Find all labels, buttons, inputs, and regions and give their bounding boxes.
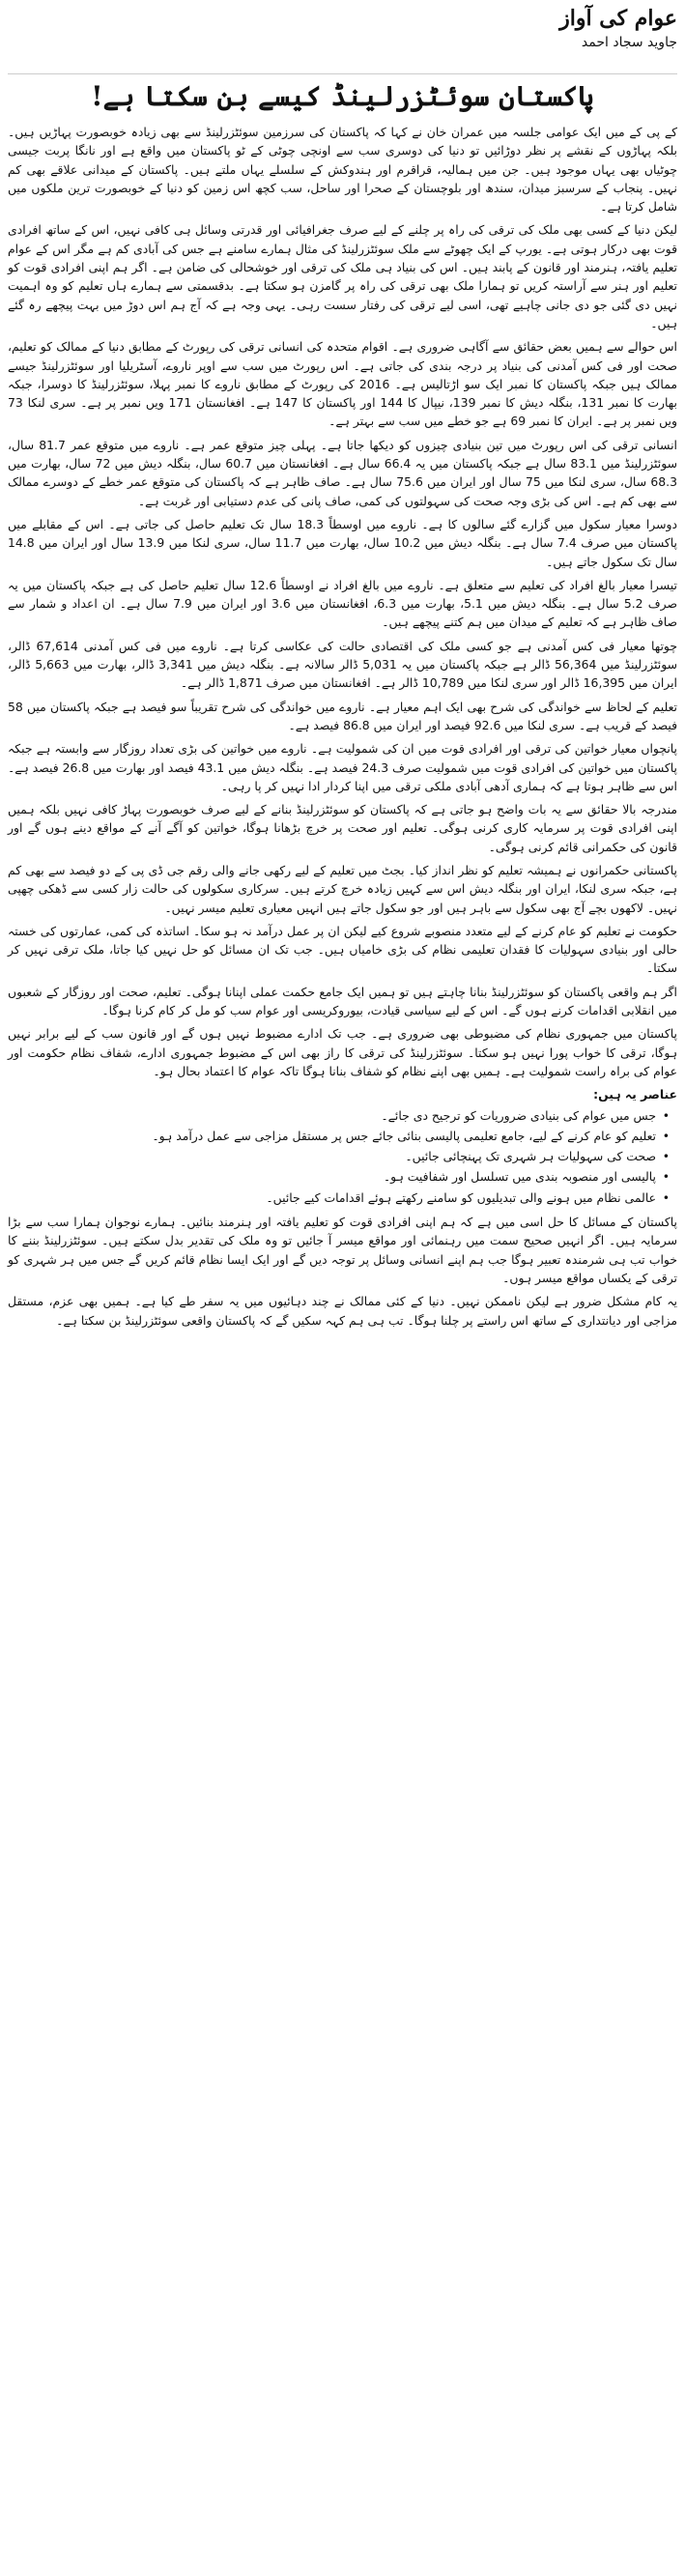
article-paragraph: تعلیم کے لحاظ سے خواندگی کی شرح بھی ایک اہم معیار ہے۔ ناروے میں خواندگی کی شرح تقریباً سو فیصد ہے جبکہ پاکستان میں 58 فیصد کے قریب ہے۔ سری لنکا میں 92.6 فیصد اور ایران میں 86.8 فیصد ہے۔ (8, 699, 677, 732)
article-headline: پاکستان سوئٹزرلینڈ کیسے بن سکتا ہے! (91, 80, 594, 112)
article-paragraph: اگر ہم واقعی پاکستان کو سوئٹزرلینڈ بنانا چاہتے ہیں تو ہمیں ایک جامع حکمت عملی اپنانا ہوگی۔ تعلیم، صحت اور روزگار کے شعبوں میں انقلابی اقدامات کرنے ہوں گے۔ اس کے لیے سیاسی قیادت، بیوروکریسی اور عوام سب کو مل کر کام کرنا ہوگا۔ (8, 984, 677, 1018)
closing-paragraph: یہ کام مشکل ضرور ہے لیکن ناممکن نہیں۔ دنیا کے کئی ممالک نے چند دہائیوں میں یہ سفر طے کیا ہے۔ ہمیں بھی عزم، مستقل مزاجی اور دیانتداری کے ساتھ اس راستے پر چلنا ہوگا۔ تب ہی ہم کہہ سکیں گے کہ پاکستان واقعی سوئٹزرلینڈ بن سکتا ہے۔ (8, 1294, 677, 1328)
article-body (8, 123, 677, 1330)
article-paragraph: حکومت نے تعلیم کو عام کرنے کے لیے متعدد منصوبے شروع کیے لیکن ان پر عمل درآمد نہ ہو سکا۔ اساتذہ کی کمی، عمارتوں کی خستہ حالی اور بنیادی سہولیات کا فقدان تعلیمی نظام کی بڑی خامیاں ہیں۔ جب تک ان مسائل کو حل نہیں کیا جاتا، ملک ترقی نہیں کر سکتا۔ (8, 923, 677, 976)
list-item: • جس میں عوام کی بنیادی ضروریات کو ترجیح دی جائے۔ (8, 1106, 656, 1125)
article-paragraph: پانچواں معیار خواتین کی ترقی اور افرادی قوت میں ان کی شمولیت ہے۔ ناروے میں خواتین کی بڑی تعداد روزگار سے وابستہ ہے جبکہ پاکستان میں خواتین کی افرادی قوت میں شمولیت صرف 24.3 فیصد ہے۔ بنگلہ دیش میں 43.1 فیصد اور بھارت میں 26.8 فیصد ہے۔ اس سے ظاہر ہوتا ہے کہ ہماری آدھی آبادی ملکی ترقی میں اپنا کردار ادا نہیں کر پا رہی۔ (8, 741, 677, 793)
article-paragraph: لیکن دنیا کے کسی بھی ملک کی ترقی کی راہ پر چلنے کے لیے صرف جغرافیائی اور قدرتی وسائل ہی کافی نہیں، اس کے ساتھ افرادی قوت بھی درکار ہوتی ہے۔ یورپ کے ایک چھوٹے سے ملک سوئٹزرلینڈ کی مثال ہمارے سامنے ہے جس کی آبادی کم ہے مگر اس کے عوام تعلیم یافتہ، ہنرمند اور قانون کے پابند ہیں۔ اس کی بنیاد ہی ملک کی ترقی اور خوشحالی کی ضامن ہے۔ اگر ہم اپنی افرادی قوت کو تعلیم اور ہنر سے آراستہ کریں تو ہمارا ملک بھی ترقی کی راہ پر گامزن ہو سکتا ہے۔ بدقسمتی سے ہمارے ہاں تعلیم کو وہ اہمیت نہیں دی گئی جو دی جانی چاہیے تھی، اسی لیے ترقی کی رفتار سست رہی۔ یہی وجہ ہے کہ آج ہم اس دوڑ میں بہت پیچھے رہ گئے ہیں۔ (8, 222, 677, 330)
article-paragraph: اس حوالے سے ہمیں بعض حقائق سے آگاہی ضروری ہے۔ اقوام متحدہ کی انسانی ترقی کی رپورٹ کے مطابق دنیا کے ممالک کو تعلیم، صحت اور فی کس آمدنی کی بنیاد پر درجہ بندی کی جاتی ہے۔ اس رپورٹ میں سب سے اوپر ناروے، آسٹریلیا اور سوئٹزرلینڈ جیسے ممالک ہیں جبکہ پاکستان کا نمبر ایک سو اڑتالیس ہے۔ 2016 کی رپورٹ کے مطابق ناروے کا نمبر پہلا، سوئٹزرلینڈ کا دوسرا، جبکہ بھارت کا نمبر 131، بنگلہ دیش کا نمبر 139، نیپال کا 144 اور پاکستان کا 147 ہے۔ افغانستان 171 ویں نمبر پر ہے۔ سری لنکا 73 ویں نمبر پر ہے۔ ایران کا نمبر 69 ہے جو خطے میں سب سے بہتر ہے۔ (8, 339, 677, 429)
article-paragraph: کے پی کے میں ایک عوامی جلسہ میں عمران خان نے کہا کہ پاکستان کی سرزمین سوئٹزرلینڈ سے بھی زیادہ خوبصورت پہاڑیں ہیں۔ بلکہ پہاڑوں کے نقشے پر نظر دوڑائیں تو دنیا کی دوسری سب سے اونچی چوٹی کے ٹو پاکستان میں واقع ہے اور نانگا پربت جیسی چوٹیاں بھی یہاں موجود ہیں۔ جن میں ہمالیہ، قراقرم اور ہندوکش کے سلسلے یہاں ملتے ہیں۔ پاکستان کے میدانی علاقے بھی کم نہیں۔ پنجاب کے سرسبز میدان، سندھ اور بلوچستان کے صحرا اور ساحل، سب کچھ اس زمین کو دنیا کے خوبصورت ترین ملکوں میں شامل کرتا ہے۔ (8, 125, 677, 215)
closing-paragraphs (8, 1213, 677, 1330)
list-intro: عناصر یہ ہیں: (593, 1087, 677, 1102)
masthead-right (559, 6, 677, 52)
article-paragraph: تیسرا معیار بالغ افراد کی تعلیم سے متعلق ہے۔ ناروے میں بالغ افراد نے اوسطاً 12.6 سال تعلیم حاصل کی ہے جبکہ پاکستان میں یہ صرف 5.2 سال ہے۔ بنگلہ دیش میں 5.1، بھارت میں 6.3، افغانستان میں 3.6 اور ایران میں 7.9 سال ہے۔ ان اعداد و شمار سے صاف ظاہر ہے کہ تعلیم کے میدان میں ہم کتنے پیچھے ہیں۔ (8, 577, 677, 630)
article-paragraph: پاکستانی حکمرانوں نے ہمیشہ تعلیم کو نظر انداز کیا۔ بجٹ میں تعلیم کے لیے رکھی جانے والی رقم جی ڈی پی کے دو فیصد سے بھی کم ہے، جبکہ سری لنکا، ایران اور بنگلہ دیش اس سے کہیں زیادہ خرچ کرتے ہیں۔ سرکاری سکولوں کی حالت زار کسی سے ڈھکی چھپی نہیں۔ لاکھوں بچے آج بھی سکول سے باہر ہیں اور جو سکول جاتے ہیں انہیں معیاری تعلیم میسر نہیں۔ (8, 862, 677, 915)
article-paragraph: انسانی ترقی کی اس رپورٹ میں تین بنیادی چیزوں کو دیکھا جاتا ہے۔ پہلی چیز متوقع عمر ہے۔ ناروے میں متوقع عمر 81.7 سال، سوئٹزرلینڈ میں 83.1 سال ہے جبکہ پاکستان میں یہ 66.4 سال ہے۔ افغانستان میں 60.7 سال، بنگلہ دیش میں 72 سال، بھارت میں 68.3 سال، سری لنکا میں 75 سال اور ایران میں 75.6 سال ہے۔ صاف ظاہر ہے کہ پاکستان کی متوقع عمر خطے کے دوسرے ممالک سے بھی کم ہے۔ اس کی بڑی وجہ صحت کی سہولتوں کی کمی، صاف پانی کی عدم دستیابی اور غربت ہے۔ (8, 437, 677, 508)
article-paragraphs (8, 123, 677, 1080)
article-paragraph: پاکستان میں جمہوری نظام کی مضبوطی بھی ضروری ہے۔ جب تک ادارے مضبوط نہیں ہوں گے اور قانون سب کے لیے برابر نہیں ہوگا، ترقی کا خواب پورا نہیں ہو سکتا۔ سوئٹزرلینڈ کی ترقی کا راز بھی اس کے مضبوط جمہوری ادارے، شفاف نظام حکومت اور عوام کی براہ راست شمولیت ہے۔ ہمیں بھی اپنے نظام کو شفاف بنانا ہوگا تاکہ عوام کا اعتماد بحال ہو۔ (8, 1026, 677, 1078)
article-paragraph: دوسرا معیار سکول میں گزارے گئے سالوں کا ہے۔ ناروے میں اوسطاً 18.3 سال تک تعلیم حاصل کی جاتی ہے۔ اس کے مقابلے میں پاکستان میں صرف 7.4 سال ہے۔ بنگلہ دیش میں 10.2 سال، بھارت میں 11.7 سال، سری لنکا میں 13.9 سال اور ایران میں 14.8 سال تک سکول جاتے ہیں۔ (8, 516, 677, 569)
column-name: عوام کی آواز (559, 6, 677, 31)
list-item: • عالمی نظام میں ہونے والی تبدیلیوں کو سامنے رکھتے ہوئے اقدامات کیے جائیں۔ (8, 1188, 656, 1207)
masthead (8, 6, 677, 74)
key-points-list (8, 1106, 677, 1207)
list-item: • پالیسی اور منصوبہ بندی میں تسلسل اور شفافیت ہو۔ (8, 1167, 656, 1186)
article-paragraph: چوتھا معیار فی کس آمدنی ہے جو کسی ملک کی اقتصادی حالت کی عکاسی کرتا ہے۔ ناروے میں فی کس آمدنی 67,614 ڈالر، سوئٹزرلینڈ میں 56,364 ڈالر ہے جبکہ پاکستان میں یہ 5,031 ڈالر سالانہ ہے۔ بنگلہ دیش میں 3,341 ڈالر، بھارت میں 5,663 ڈالر، ایران میں 16,395 ڈالر اور سری لنکا میں 10,789 ڈالر ہے۔ افغانستان میں صرف 1,871 ڈالر ہے۔ (8, 638, 677, 691)
article-paragraph: مندرجہ بالا حقائق سے یہ بات واضح ہو جاتی ہے کہ پاکستان کو سوئٹزرلینڈ بنانے کے لیے صرف خوبصورت پہاڑ کافی نہیں بلکہ ہمیں اپنی افرادی قوت پر سرمایہ کاری کرنی ہوگی۔ تعلیم اور صحت پر خرچ بڑھانا ہوگا، خواتین کو آگے آنے کے مواقع دینے ہوں گے اور قانون کی حکمرانی قائم کرنی ہوگی۔ (8, 802, 677, 854)
author-name: جاوید سجاد احمد (581, 35, 677, 50)
newspaper-column-page (8, 6, 677, 2570)
list-item: • صحت کی سہولیات ہر شہری تک پہنچائی جائیں۔ (8, 1147, 656, 1165)
list-item: • تعلیم کو عام کرنے کے لیے، جامع تعلیمی پالیسی بنائی جائے جس پر مستقل مزاجی سے عمل درآمد ہو۔ (8, 1127, 656, 1145)
closing-paragraph: پاکستان کے مسائل کا حل اسی میں ہے کہ ہم اپنی افرادی قوت کو تعلیم یافتہ اور ہنرمند بنائیں۔ ہمارے نوجوان ہمارا سب سے بڑا سرمایہ ہیں۔ اگر انہیں صحیح سمت میں رہنمائی اور مواقع میسر آ جائیں تو وہ ملک کی تقدیر بدل سکتے ہیں۔ سوئٹزرلینڈ بننے کا خواب تب ہی شرمندہ تعبیر ہوگا جب ہم اپنے انسانی وسائل پر توجہ دیں گے اور ایک ایسا نظام قائم کریں گے جس میں ہر شہری کو ترقی کے یکساں مواقع میسر ہوں۔ (8, 1215, 677, 1285)
